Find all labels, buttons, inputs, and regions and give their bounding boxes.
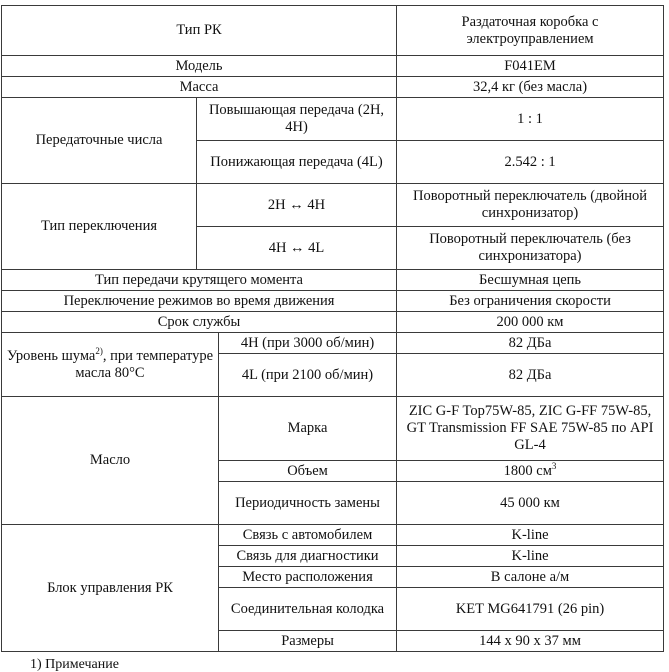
oil-volume-label: Объем	[219, 461, 397, 482]
noise-label-a: Уровень шума	[6, 347, 96, 364]
torque-transfer-label: Тип передачи крутящего момента	[2, 270, 397, 291]
oil-volume-value: 1800 см	[503, 462, 552, 479]
shift-4h-4l-value: Поворотный переключатель (без синхронизатора)	[397, 227, 664, 270]
oil-volume-cell	[397, 461, 664, 482]
table-row	[2, 270, 664, 291]
service-life-label: Срок службы	[2, 312, 397, 333]
model-value: F041EM	[397, 56, 664, 77]
noise-4l-value: 82 ДБа	[397, 354, 664, 397]
noise-footnote-ref: 2)	[95, 345, 103, 356]
noise-4h-value: 82 ДБа	[397, 333, 664, 354]
mass-label: Масса	[2, 77, 397, 98]
table-row	[2, 98, 664, 141]
oil-brand-label: Марка	[219, 397, 397, 461]
ecu-vehicle-link-label: Связь с автомобилем	[219, 525, 397, 546]
ecu-dimensions-value: 144 x 90 x 37 мм	[397, 631, 664, 652]
footnote: 1) Примечание	[30, 657, 119, 672]
transfer-case-spec-table	[1, 5, 664, 652]
ecu-connector-value: KET MG641791 (26 pin)	[397, 588, 664, 631]
noise-label-cell	[2, 333, 219, 397]
mass-value: 32,4 кг (без масла)	[397, 77, 664, 98]
oil-label: Масло	[2, 397, 219, 525]
oil-interval-value: 45 000 км	[397, 482, 664, 525]
header-param-cell: Тип РК	[2, 6, 397, 56]
shift-while-driving-label: Переключение режимов во время движения	[2, 291, 397, 312]
shift-type-label: Тип переключения	[2, 184, 197, 270]
noise-4h-label: 4H (при 3000 об/мин)	[219, 333, 397, 354]
gear-low-value: 2.542 : 1	[397, 141, 664, 184]
table-row	[2, 397, 664, 461]
ecu-location-value: В салоне а/м	[397, 567, 664, 588]
torque-transfer-value: Бесшумная цепь	[397, 270, 664, 291]
table-row	[2, 184, 664, 227]
noise-label-b: , при температуре масла 80°C	[75, 347, 214, 381]
ecu-diag-link-value: K-line	[397, 546, 664, 567]
oil-interval-label: Периодичность замены	[219, 482, 397, 525]
ecu-dimensions-label: Размеры	[219, 631, 397, 652]
gear-ratios-label: Передаточные числа	[2, 98, 197, 184]
table-row	[2, 333, 664, 354]
table-row	[2, 312, 664, 333]
table-row	[2, 56, 664, 77]
model-label: Модель	[2, 56, 397, 77]
gear-high-label: Повышающая передача (2H, 4H)	[197, 98, 397, 141]
table-row	[2, 6, 664, 56]
shift-2h-4h-label: 2H ↔ 4H	[197, 184, 397, 227]
shift-4h-4l-label: 4H ↔ 4L	[197, 227, 397, 270]
table-row	[2, 77, 664, 98]
header-value-cell: Раздаточная коробка с электроуправлением	[397, 6, 664, 56]
service-life-value: 200 000 км	[397, 312, 664, 333]
ecu-location-label: Место расположения	[219, 567, 397, 588]
table-row	[2, 291, 664, 312]
gear-low-label: Понижающая передача (4L)	[197, 141, 397, 184]
noise-4l-label: 4L (при 2100 об/мин)	[219, 354, 397, 397]
gear-high-value: 1 : 1	[397, 98, 664, 141]
ecu-connector-label: Соединительная колодка	[219, 588, 397, 631]
oil-brand-value: ZIC G-F Top75W-85, ZIC G-FF 75W-85, GT Transmission FF SAE 75W-85 по API GL-4	[397, 397, 664, 461]
shift-while-driving-value: Без ограничения скорости	[397, 291, 664, 312]
table-row	[2, 525, 664, 546]
oil-volume-unit-exponent: 3	[551, 460, 557, 471]
ecu-label: Блок управления РК	[2, 525, 219, 652]
ecu-vehicle-link-value: K-line	[397, 525, 664, 546]
shift-2h-4h-value: Поворотный переключатель (двойной синхронизатор)	[397, 184, 664, 227]
ecu-diag-link-label: Связь для диагностики	[219, 546, 397, 567]
